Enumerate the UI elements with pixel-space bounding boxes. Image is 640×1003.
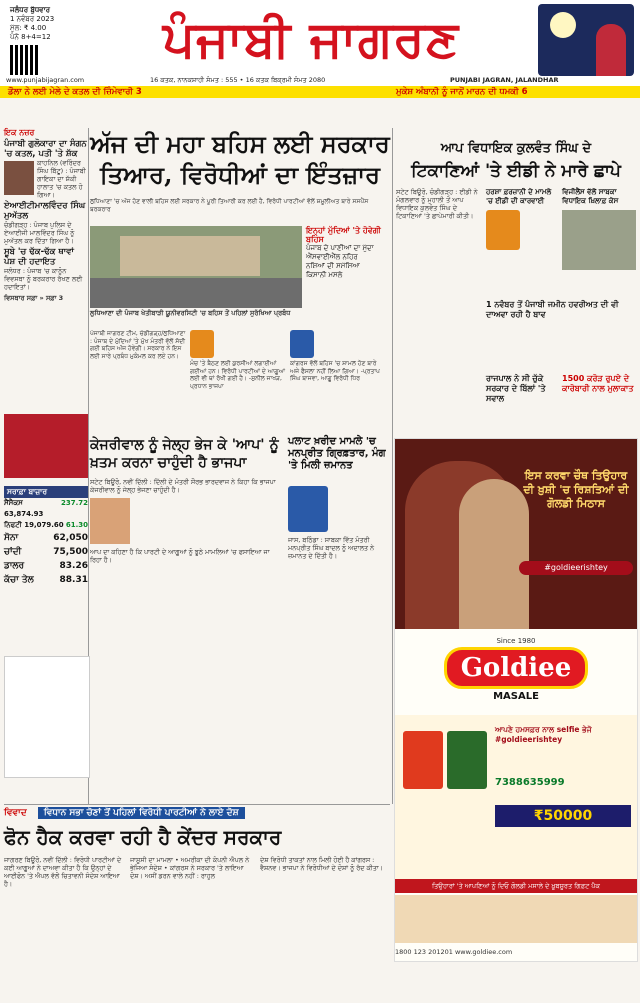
ed-box-2 <box>562 188 636 270</box>
masthead <box>0 0 640 92</box>
ticker-bar <box>0 86 640 98</box>
ed-raid-text: ਸਟੇਟ ਬਿਊਰੋ, ਚੰਡੀਗੜ੍ਹ : ਈਡੀ ਨੇ ਮੰਗਲਵਾਰ ਨੂੰ ਮੁਹਾਲੀ ਤੋਂ ਆਪ ਵਿਧਾਇਕ ਕੁਲਵੰਤ ਸਿੰਘ ਦੇ ਟਿਕਾਣਿਆਂ 'ਤੇ ਛਾਪੇਮਾਰੀ ਕੀਤੀ। <box>396 188 478 220</box>
kejriwal-headline[interactable]: ਕੇਜਰੀਵਾਲ ਨੂੰ ਜੇਲ੍ਹ ਭੇਜ ਕੇ 'ਆਪ' ਨੂੰ ਖ਼ਤਮ ਕਰਨਾ ਚਾਹੁੰਦੀ ਹੈ ਭਾਜਪਾ <box>90 437 279 471</box>
ed-raid-kicker: ਆਪ ਵਿਧਾਇਕ ਕੁਲਵੰਤ ਸਿੰਘ ਦੇ <box>440 141 592 156</box>
ad-gift-bar: ਤਿਉਹਾਰਾਂ 'ਤੇ ਆਪਣਿਆਂ ਨੂੰ ਦਿਓ ਗੋਲਡੀ ਮਸਾਲੇ ਦੇ ਖ਼ੂਬਸੂਰਤ ਗਿਫ਼ਟ ਪੈਕ <box>395 879 637 893</box>
market-label: ਡਾਲਰ <box>4 561 25 571</box>
story-text: ਸਟੇਟ ਬਿਊਰੋ, ਨਵੀਂ ਦਿੱਲੀ : ਦਿੱਲੀ ਦੇ ਮੰਤਰੀ ਸੌਰਭ ਭਾਰਦਵਾਜ ਨੇ ਕਿਹਾ ਕਿ ਭਾਜਪਾ ਕੇਜਰੀਵਾਲ ਨੂੰ ਜੇਲ੍ਹ ਭੇਜਣਾ ਚਾਹੁੰਦੀ ਹੈ। <box>90 478 276 494</box>
masthead-subbar <box>0 76 640 85</box>
debate-issues <box>306 226 390 280</box>
market-row <box>4 545 88 559</box>
brief-headline[interactable]: ਪੰਜਾਬੀ ਗੁਲੋਕਾਰਾ ਦਾ ਸੰਗਨ 'ਚ ਕਤਲ, ਪਤੀ 'ਤੇ ਸ਼ੱਕ <box>4 139 87 159</box>
issue-pages: ਪੰਨੇ 8+4=12 <box>10 33 51 41</box>
lead-photo-caption: ਲੁਧਿਆਣਾ ਦੀ ਪੰਜਾਬ ਖੇਤੀਬਾੜੀ ਯੂਨੀਵਰਸਿਟੀ 'ਚ ਬਹਿਸ ਤੋਂ ਪਹਿਲਾਂ ਸੁਰੱਖਿਆ ਪ੍ਰਬੰਧ <box>90 309 291 317</box>
ticker-right[interactable]: ਮੁਕੇਸ਼ ਅੰਬਾਨੀ ਨੂੰ ਜਾਨੋਂ ਮਾਰਨ ਦੀ ਧਮਕੀ 6 <box>396 87 528 97</box>
brief-text: ਜਲੰਧਰ : ਪੰਜਾਬ 'ਚ ਕਾਨੂੰਨ ਵਿਵਸਥਾ ਨੂੰ ਬਰਕਰਾਰ ਰੱਖਣ ਲਈ ਹਦਾਇਤਾਂ। <box>4 267 83 291</box>
lead-body <box>90 330 390 430</box>
goldiee-logo: Goldiee <box>444 647 589 689</box>
singer-photo <box>4 161 34 195</box>
bottom-col-1: ਜਾਗਰਣ ਬਿਊਰੋ, ਨਵੀਂ ਦਿੱਲੀ : ਵਿਰੋਧੀ ਪਾਰਟੀਆਂ ਦੇ ਕਈ ਆਗੂਆਂ ਨੇ ਦਾਅਵਾ ਕੀਤਾ ਹੈ ਕਿ ਉਨ੍ਹਾਂ ਦੇ ਆਈਫੋਨ 'ਤੇ ਐਪਲ ਵੱਲੋਂ ਚਿਤਾਵਨੀ ਸੰਦੇਸ਼ ਆਇਆ ਹੈ। <box>4 856 122 888</box>
box-heading[interactable]: ਹਰਸ਼ਾ ਫ਼ਰਜ਼ਾਨੀ ਦੇ ਮਾਮਲੇ 'ਚ ਈਡੀ ਦੀ ਕਾਰਵਾਈ <box>486 188 552 205</box>
issue-item: ਨਸ਼ਿਆਂ ਦੀ ਸਮੱਸਿਆ <box>306 262 360 270</box>
right-story-2 <box>486 300 636 320</box>
issue-item: ਕਿਸਾਨੀ ਮਸਲੇ <box>306 271 343 279</box>
phone-hack-headline[interactable]: ਫੋਨ ਹੈਕ ਕਰਵਾ ਰਹੀ ਹੈ ਕੇਂਦਰ ਸਰਕਾਰ <box>4 825 282 849</box>
raid-photo <box>562 210 636 270</box>
leader-photo <box>290 330 314 358</box>
brief-text: ਚੰਡੀਗੜ੍ਹ : ਪੰਜਾਬ ਪੁਲਿਸ ਦੇ ਏਆਈਜੀ ਮਾਲਵਿੰਦਰ ਸਿੰਘ ਨੂੰ ਮੁਅੱਤਲ ਕਰ ਦਿੱਤਾ ਗਿਆ ਹੈ। <box>4 221 75 245</box>
ticker-left[interactable]: ਡੌਲਾ ਨੇ ਲਈ ਮੇਲੇ ਦੇ ਕਤਲ ਦੀ ਜ਼ਿੰਮੇਵਾਰੀ 3 <box>8 87 142 97</box>
brief-headline[interactable]: ਸੂਬੇ 'ਚ ਢੱਕ-ਢੱਕ ਥਾਵਾਂ ਪੇਸ਼ ਦੀ ਹਦਾਇਤ <box>4 247 74 267</box>
mla-photo <box>486 210 520 250</box>
market-value: 83.26 <box>59 561 88 571</box>
lead-col-1: ਪੰਜਾਬੀ ਜਾਗਰਣ ਟੀਮ, ਚੰਡੀਗੜ੍ਹ/ਲੁਧਿਆਣਾ : ਪੰਜਾਬ ਦੇ ਮੁੱਦਿਆਂ 'ਤੇ ਮੁੱਖ ਮੰਤਰੀ ਵੱਲੋਂ ਸੱਦੀ ਗਈ ਬਹਿਸ ਅੱਜ ਹੋਵੇਗੀ। ਸਰਕਾਰ ਨੇ ਇਸ ਲਈ ਸਾਰੇ ਪ੍ਰਬੰਧ ਮੁਕੰਮਲ ਕਰ ਲਏ ਹਨ। <box>90 330 186 360</box>
brief-headline[interactable]: ਏਆਈਟੀਮਾਲਵਿੰਦਰ ਸਿੰਘ ਮੁਅੱਤਲ <box>4 201 86 221</box>
lead-headline[interactable] <box>90 128 390 190</box>
kejriwal-body <box>90 478 280 802</box>
masala-pack-icon <box>447 731 487 789</box>
market-value: 62,050 <box>53 533 88 543</box>
ad-tagline: ਇਸ ਕਰਵਾ ਚੌਥ ਤਿਉਹਾਰ ਦੀ ਖ਼ੁਸ਼ੀ 'ਚ ਰਿਸ਼ਤਿਆਂ ਦੀ ਗੋਲਡੀ ਮਿਠਾਸ <box>523 469 629 510</box>
market-value: 88.31 <box>59 575 88 585</box>
left-briefs <box>4 128 88 406</box>
issue-item: ਪੰਜਾਬ ਦੇ ਪਾਣੀਆਂ ਦਾ ਮੁੱਦਾ <box>306 244 374 252</box>
lead-col-3 <box>290 330 386 430</box>
newspaper-title: ਪੰਜਾਬੀ ਜਾਗਰਣ <box>162 9 460 68</box>
story-text: ਆਪ ਦਾ ਕਹਿਣਾ ਹੈ ਕਿ ਪਾਰਟੀ ਦੇ ਆਗੂਆਂ ਨੂੰ ਝੂਠੇ ਮਾਮਲਿਆਂ 'ਚ ਫਸਾਇਆ ਜਾ ਰਿਹਾ ਹੈ। <box>90 548 270 564</box>
ad-contest-panel <box>395 715 637 879</box>
bottom-col-2: ਜਾਸੂਸੀ ਦਾ ਮਾਮਲਾ • ਅਮਰੀਕਾ ਦੀ ਕੰਪਨੀ ਐਪਲ ਨੇ ਭੇਜਿਆ ਸੰਦੇਸ਼ • ਕਾਂਗਰਸ ਨੇ ਸਰਕਾਰ 'ਤੇ ਲਾਇਆ ਦੋਸ਼। ਅਸੀਂ ਡਰਨ ਵਾਲੇ ਨਹੀਂ : ਰਾਹੁਲ <box>130 856 250 880</box>
market-value: 61.30 <box>65 521 88 529</box>
market-label: ਚਾਂਦੀ <box>4 547 22 557</box>
market-row <box>4 531 88 545</box>
more-link[interactable]: ਵਿਸਥਾਰ ਸਫ਼ਾ » ਸਫ਼ਾ 3 <box>4 294 64 302</box>
manpreet-body <box>288 486 390 802</box>
issue-info <box>10 6 88 75</box>
prize-amount: ₹50000 <box>495 805 631 827</box>
moon-icon <box>550 12 576 38</box>
photo-building <box>120 236 260 276</box>
story-heading[interactable]: 1 ਨਵੰਬਰ ਤੋਂ ਪੰਜਾਬੀ ਜਮੀਨ ਹਵਰੀਅਤ ਦੀ ਵੀ ਦਾਅਵਾ ਰਹੀ ਹੈ ਬਾਵ <box>486 300 619 319</box>
manpreet-headline[interactable]: ਪਲਾਟ ਖ਼ਰੀਦ ਮਾਮਲੇ 'ਚ ਮਨਪ੍ਰੀਤ ਗ੍ਰਿਫ਼ਤਾਰ, ਮੰਗ 'ਤੇ ਮਿਲੀ ਜ਼ਮਾਨਤ <box>288 436 386 471</box>
market-row <box>4 520 88 531</box>
since-year: Since 1980 <box>496 637 536 645</box>
market-label: ਸੋਨਾ <box>4 533 19 543</box>
qr-code <box>10 45 40 75</box>
ad-hashtag[interactable]: #goldieerishtey <box>519 561 633 575</box>
market-label: ਕੱਚਾ ਤੇਲ <box>4 575 34 585</box>
market-value: 75,500 <box>53 547 88 557</box>
ad-brand <box>401 637 631 702</box>
bottom-col-3: ਦੇਸ਼ ਵਿਰੋਧੀ ਤਾਕਤਾਂ ਨਾਲ ਮਿਲੀ ਹੋਈ ਹੈ ਕਾਂਗਰਸ : ਵੈਸ਼ਨਵ। ਭਾਜਪਾ ਨੇ ਵਿਰੋਧੀਆਂ ਦੇ ਦੋਸ਼ਾਂ ਨੂੰ ਰੱਦ ਕੀਤਾ। <box>260 856 383 872</box>
market-row <box>4 559 88 573</box>
divider <box>4 804 390 805</box>
lead-subhead: ਲੁਧਿਆਣਾ 'ਚ ਅੱਜ ਹੋਣ ਵਾਲੀ ਬਹਿਸ ਲਈ ਸਰਕਾਰ ਨੇ ਪੂਰੀ ਤਿਆਰੀ ਕਰ ਲਈ ਹੈ, ਵਿਰੋਧੀ ਪਾਰਟੀਆਂ ਵੱਲੋਂ ਸ਼ਮੂਲੀਅਤ ਬਾਰੇ ਸਸਪੈਂਸ ਬਰਕਰਾਰ <box>90 198 369 213</box>
brief-text: ਕਾਹਨਿਲ (ਵਰਿੰਦਰ ਸਿੰਘ ਬਿੱਟੂ) : ਪੰਜਾਬੀ ਗਾਇਕਾ ਦਾ ਸ਼ੱਕੀ ਹਾਲਾਤ 'ਚ ਕਤਲ ਹੋ ਗਿਆ। <box>37 159 86 199</box>
issue-date: 1 ਨਵੰਬਰ 2023 <box>10 15 55 23</box>
edition-label: PUNJABI JAGRAN, JALANDHAR <box>450 76 559 84</box>
market-row <box>4 573 88 587</box>
market-header: ਸਰਾਫ਼ਾ ਬਾਜ਼ਾਰ <box>4 486 88 498</box>
ed-box-1 <box>486 188 556 250</box>
lead-col-3-text: ਕਾਂਗਰਸ ਵੱਲੋਂ ਬਹਿਸ 'ਚ ਸ਼ਾਮਲ ਹੋਣ ਬਾਰੇ ਅਜੇ ਫੈਸਲਾ ਨਹੀਂ ਲਿਆ ਗਿਆ। -ਪ੍ਰਤਾਪ ਸਿੰਘ ਬਾਜਵਾ, ਆਗੂ ਵਿਰੋਧੀ ਧਿਰ <box>290 360 380 383</box>
market-box <box>4 486 88 646</box>
story-heading[interactable]: ਰਾਜਪਾਲ ਨੇ ਸੀ ਚੁੱਕੇ ਸਰਕਾਰ ਦੇ ਬਿੱਲਾਂ 'ਤੇ ਸਵਾਲ <box>486 374 546 403</box>
lead-headline-line2: ਤਿਆਰ, ਵਿਰੋਧੀਆਂ ਦਾ ਇੰਤਜ਼ਾਰ <box>99 160 381 189</box>
woman-figure-icon <box>596 24 626 76</box>
karva-chauth-illustration <box>538 4 634 76</box>
market-value: 237.72 <box>60 499 88 507</box>
band-kicker: ਵਿਵਾਦ <box>4 808 27 818</box>
masala-pack-icon <box>403 731 443 789</box>
manpreet-photo <box>288 486 328 532</box>
lead-col-2 <box>190 330 286 430</box>
briefs-kicker: ਇਕ ਨਜ਼ਰ <box>4 128 35 137</box>
market-row <box>4 498 88 520</box>
issues-heading: ਇਨ੍ਹਾਂ ਮੁੱਦਿਆਂ 'ਤੇ ਹੋਵੇਗੀ ਬਹਿਸ <box>306 226 381 244</box>
bottom-band <box>4 806 388 820</box>
ed-raid-body <box>396 188 482 398</box>
ad-hero <box>395 439 637 629</box>
right-story-4 <box>562 374 636 394</box>
market-label: ਸੈਂਸੈਕਸ 63,874.93 <box>4 499 44 518</box>
whatsapp-number[interactable]: 7388635999 <box>495 777 565 788</box>
selfie-text: ਆਪਣੇ ਹਮਸਫ਼ਰ ਨਾਲ selfie ਭੇਜੋ #goldieerishtey <box>495 725 592 744</box>
divider <box>392 128 393 804</box>
market-label: ਨਿਫਟੀ 19,079.60 <box>4 521 64 529</box>
issue-price: ਮੁੱਲ: ₹ 4.00 <box>10 24 47 32</box>
website-link[interactable]: www.punjabijagran.com <box>6 76 85 84</box>
box-heading[interactable]: ਵਿਜੀਲੈਂਸ ਵੱਲੋਂ ਸਾਬਕਾ ਵਿਧਾਇਕ ਖ਼ਿਲਾਫ਼ ਕੇਸ <box>562 188 619 205</box>
story-heading[interactable]: 1500 ਕਰੋੜ ਰੁਪਏ ਦੇ ਕਾਰੋਬਾਰੀ ਨਾਲ ਮੁਲਾਕਾਤ <box>562 374 634 393</box>
goldiee-advertisement[interactable] <box>394 438 638 962</box>
lead-headline-line1: ਅੱਜ ਦੀ ਮਹਾ ਬਹਿਸ ਲਈ ਸਰਕਾਰ <box>90 129 390 158</box>
calendar-meta: 16 ਕਤਕ, ਨਾਨਕਸ਼ਾਹੀ ਸੰਮਤ : 555 • 16 ਕਤਕ ਬਿਕ੍ਰਮੀ ਸੰਮਤ 2080 <box>150 76 326 84</box>
story-text: ਜਾਸ, ਬਠਿੰਡਾ : ਸਾਬਕਾ ਵਿੱਤ ਮੰਤਰੀ ਮਨਪ੍ਰੀਤ ਸਿੰਘ ਬਾਦਲ ਨੂੰ ਅਦਾਲਤ ਨੇ ਜ਼ਮਾਨਤ ਦੇ ਦਿੱਤੀ ਹੈ। <box>288 536 375 560</box>
ed-raid-headline[interactable] <box>394 138 638 182</box>
right-story-3 <box>486 374 558 404</box>
leader-photo <box>90 498 130 544</box>
masala-label: MASALE <box>493 691 539 702</box>
issue-day: ਜਲੰਧਰ ਬੁੱਧਵਾਰ <box>10 6 50 14</box>
photo-road <box>90 278 302 308</box>
left-ad[interactable] <box>4 414 88 478</box>
left-ad-bottom[interactable] <box>4 656 90 778</box>
ed-raid-main: ਟਿਕਾਣਿਆਂ 'ਤੇ ਈਡੀ ਨੇ ਮਾਰੇ ਛਾਪੇ <box>411 161 621 181</box>
ad-footer: 1800 123 201201 www.goldiee.com <box>395 948 513 956</box>
leader-photo <box>190 330 214 358</box>
lead-col-2-text: ਮੰਚ 'ਤੇ ਬੈਠਣ ਲਈ ਕੁਰਸੀਆਂ ਲਗਾਈਆਂ ਗਈਆਂ ਹਨ। ਵਿਰੋਧੀ ਪਾਰਟੀਆਂ ਦੇ ਆਗੂਆਂ ਲਈ ਵੀ ਥਾਂ ਰੱਖੀ ਗਈ ਹੈ। -ਸੁਨੀਲ ਜਾਖੜ, ਪ੍ਰਧਾਨ ਭਾਜਪਾ <box>190 360 286 390</box>
ad-gift-packs <box>395 895 637 943</box>
issue-item: ਐੱਸਵਾਈਐੱਲ ਨਹਿਰ <box>306 253 358 261</box>
band-text: ਵਿਧਾਨ ਸਭਾ ਚੋਣਾਂ ਤੋਂ ਪਹਿਲਾਂ ਵਿਰੋਧੀ ਪਾਰਟੀਆਂ ਨੇ ਲਾਏ ਦੋਸ਼ <box>38 807 245 819</box>
lead-photo <box>90 226 302 308</box>
